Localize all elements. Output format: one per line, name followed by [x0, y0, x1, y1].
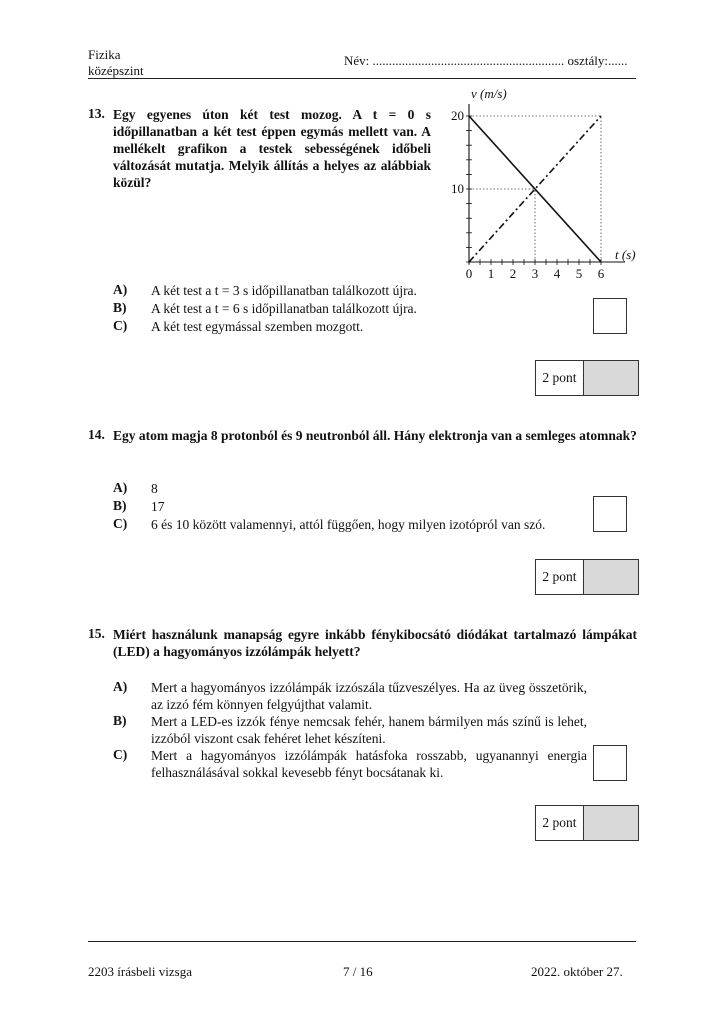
option-text: Mert a hagyományos izzólámpák izzószála tűzveszélyes. Ha az üveg összetörik, az izzó fém könnyen felgyújthat valamit. [151, 680, 587, 712]
q14-option-c[interactable] [113, 516, 588, 534]
option-text: Mert a hagyományos izzólámpák hatásfoka rosszabb, ugyanannyi energia felhasználásával sokkal kevesebb fényt bocsátanak ki. [151, 748, 587, 780]
q14-score-label: 2 pont [536, 560, 584, 594]
option-text: 6 és 10 között valamennyi, attól függően, hogy milyen izotópról van szó. [151, 517, 546, 532]
q15-score-box [535, 805, 639, 841]
q13-option-a[interactable] [113, 282, 583, 300]
x-tick-label: 4 [553, 266, 561, 281]
footer-date: 2022. október 27. [531, 964, 623, 979]
x-tick-label: 6 [597, 266, 605, 281]
option-text: A két test a t = 3 s időpillanatban találkozott újra. [151, 283, 417, 298]
q13-option-c[interactable] [113, 318, 583, 336]
q15-option-b[interactable] [113, 713, 588, 747]
footer-divider [88, 941, 636, 942]
option-letter: C) [113, 318, 128, 333]
q14-answer-box[interactable] [593, 496, 627, 532]
option-letter: C) [113, 747, 128, 762]
y-tick-label: 10 [451, 181, 464, 196]
q14-score-box [535, 559, 639, 595]
q15-number: 15. [88, 626, 105, 641]
q13-option-b[interactable] [113, 300, 583, 318]
option-letter: A) [113, 480, 128, 495]
y-axis-label: v (m/s) [471, 86, 507, 101]
header-subject [88, 47, 144, 79]
q13-score-box [535, 360, 639, 396]
q13-velocity-time-graph [440, 84, 650, 284]
x-tick-label: 3 [531, 266, 539, 281]
option-letter: A) [113, 679, 128, 694]
option-text: Mert a LED-es izzók fénye nemcsak fehér, hanem bármilyen más színű is lehet, izzóból viszont csak fehéret lehet készíteni. [151, 714, 587, 746]
chart-plot-area [451, 86, 636, 281]
x-tick-label: 0 [465, 266, 473, 281]
option-letter: C) [113, 516, 128, 531]
header-divider [88, 78, 636, 79]
option-letter: A) [113, 282, 128, 297]
q13-answer-box[interactable] [593, 298, 627, 334]
header-subject-line1: Fizika [88, 47, 121, 62]
q14-score-field[interactable] [584, 560, 638, 594]
x-axis-label: t (s) [615, 247, 636, 262]
option-letter: B) [113, 498, 127, 513]
option-text: 17 [151, 499, 165, 514]
q15-options [113, 679, 588, 781]
footer-exam-code: 2203 írásbeli vizsga [88, 964, 192, 979]
q15-score-label: 2 pont [536, 806, 584, 840]
q14-option-a[interactable] [113, 480, 588, 498]
option-text: 8 [151, 481, 158, 496]
option-text: A két test a t = 6 s időpillanatban találkozott újra. [151, 301, 417, 316]
q14-options [113, 480, 588, 534]
q13-options [113, 282, 583, 336]
header-subject-line2: középszint [88, 63, 144, 78]
option-letter: B) [113, 713, 127, 728]
q13-number: 13. [88, 106, 105, 121]
header-name-class-field: Név: ........................................................... osztály:...... [344, 53, 628, 68]
footer-page-number: 7 / 16 [343, 964, 373, 979]
q15-answer-box[interactable] [593, 745, 627, 781]
q13-score-field[interactable] [584, 361, 638, 395]
option-letter: B) [113, 300, 127, 315]
q13-score-label: 2 pont [536, 361, 584, 395]
y-tick-label: 20 [451, 108, 464, 123]
q15-text: Miért használunk manapság egyre inkább fénykibocsátó diódákat tartalmazó lámpákat (LED) a hagyományos izzólámpák helyett? [113, 627, 637, 659]
q15-option-c[interactable] [113, 747, 588, 781]
q15-option-a[interactable] [113, 679, 588, 713]
option-text: A két test egymással szemben mozgott. [151, 319, 364, 334]
x-tick-label: 5 [575, 266, 583, 281]
q14-text: Egy atom magja 8 protonból és 9 neutronból áll. Hány elektronja van a semleges atomnak? [113, 428, 637, 443]
x-tick-label: 1 [487, 266, 495, 281]
q14-number: 14. [88, 427, 105, 442]
x-tick-label: 2 [509, 266, 517, 281]
q15-score-field[interactable] [584, 806, 638, 840]
q14-option-b[interactable] [113, 498, 588, 516]
q13-text: Egy egyenes úton két test mozog. A t = 0 s időpillanatban a két test éppen egymás mellett van. A mellékelt grafikon a testek sebességének időbeli változását mutatja. Melyik állítás a helyes az alábbiak közül? [113, 107, 431, 190]
